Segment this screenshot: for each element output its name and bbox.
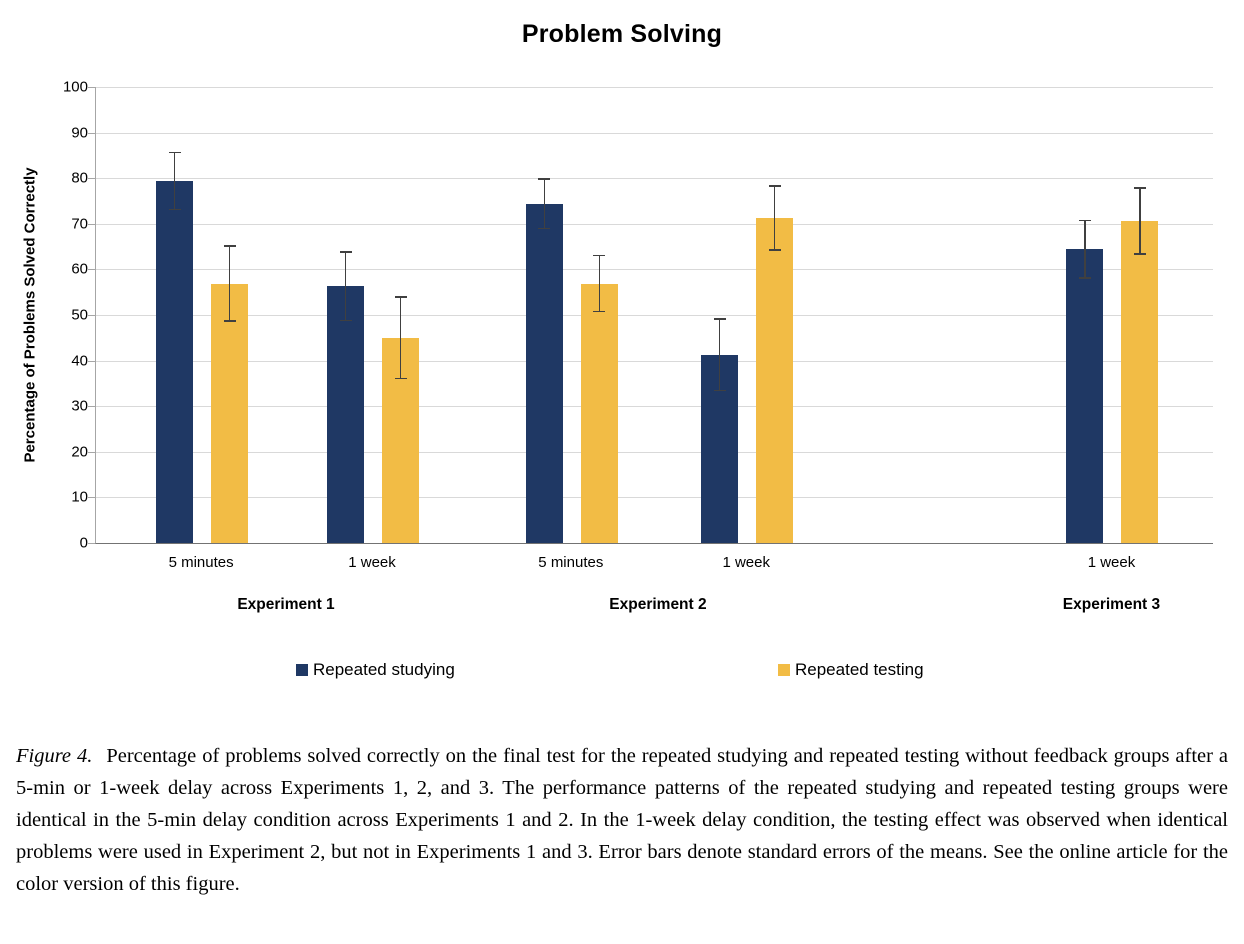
legend-swatch-repeated-testing [778, 664, 790, 676]
y-tick-mark [88, 452, 95, 453]
x-tick-label: 1 week [722, 554, 770, 571]
y-tick-mark [88, 497, 95, 498]
gridline [96, 497, 1213, 498]
error-bar [714, 318, 726, 391]
x-axis-ticks [95, 554, 1212, 574]
chart-title: Problem Solving [521, 20, 723, 48]
error-bar [340, 251, 352, 321]
y-tick-mark [88, 87, 95, 88]
y-tick-mark [88, 269, 95, 270]
x-tick-label: 1 week [1087, 554, 1136, 571]
y-tick-label: 60 [71, 260, 88, 278]
x-tick-label: 1 week [348, 554, 396, 571]
group-label: Experiment 2 [609, 596, 707, 613]
bar-repeated-studying [526, 204, 563, 543]
x-tick-label: 5 minutes [538, 554, 604, 571]
error-bar [169, 152, 181, 210]
error-bar [593, 255, 605, 312]
bar-repeated-testing [756, 218, 793, 543]
gridline [96, 178, 1213, 179]
figure-caption [16, 740, 1228, 900]
error-bar [395, 296, 407, 379]
gridline [96, 87, 1213, 88]
y-tick-mark [88, 361, 95, 362]
x-axis-group-labels [95, 596, 1212, 616]
bar-repeated-testing [1121, 221, 1158, 543]
y-tick-label: 10 [71, 488, 88, 506]
figure-caption-label: Figure 4. [16, 744, 93, 767]
legend-item-repeated-testing [778, 660, 924, 680]
gridline [96, 133, 1213, 134]
legend-swatch-repeated-studying [296, 664, 308, 676]
group-label: Experiment 1 [237, 596, 335, 613]
error-bar [1079, 220, 1091, 279]
chart-legend [0, 660, 1244, 684]
y-axis-label: Percentage of Problems Solved Correctly [21, 167, 39, 463]
y-tick-mark [88, 178, 95, 179]
error-bar [1134, 187, 1146, 254]
legend-label-repeated-studying: Repeated studying [313, 660, 455, 679]
y-axis-ticks [40, 78, 88, 552]
y-tick-label: 20 [71, 443, 88, 461]
y-tick-label: 30 [71, 397, 88, 415]
y-tick-mark [88, 224, 95, 225]
y-tick-label: 70 [71, 215, 88, 233]
y-tick-mark [88, 133, 95, 134]
x-tick-label: 5 minutes [168, 554, 234, 571]
legend-label-repeated-testing: Repeated testing [795, 660, 924, 679]
bar-repeated-studying [156, 181, 193, 543]
gridline [96, 406, 1213, 407]
y-tick-label: 50 [71, 306, 88, 324]
gridline [96, 269, 1213, 270]
y-tick-label: 0 [79, 534, 88, 552]
y-tick-label: 100 [62, 78, 88, 96]
gridline [96, 452, 1213, 453]
gridline [96, 315, 1213, 316]
error-bar [538, 178, 550, 229]
y-tick-mark [88, 406, 95, 407]
bar-repeated-studying [1066, 249, 1103, 543]
error-bar [224, 245, 236, 322]
plot-area [95, 87, 1213, 544]
y-tick-label: 40 [71, 352, 88, 370]
bar-repeated-studying [327, 286, 364, 543]
group-label: Experiment 3 [1062, 596, 1161, 613]
y-tick-mark [88, 315, 95, 316]
y-tick-mark [88, 543, 95, 544]
error-bar [769, 185, 781, 251]
bar-repeated-testing [581, 284, 618, 543]
y-tick-label: 80 [71, 169, 88, 187]
figure-caption-text: Percentage of problems solved correctly on the final test for the repeated studying and repeated testing without feedback groups after a 5-min or 1-week delay across Experiments 1, 2, and 3. The performance patterns of the repeated studying and repeated testing groups were identical in the 5-min delay condition across Experiments 1 and 2. In the 1-week delay condition, the testing effect was observed when identical problems were used in Experiment 2, but not in Experiments 1 and 3. Error bars denote standard errors of the means. See the online article for the color version of this figure. [16, 744, 1228, 895]
gridline [96, 361, 1213, 362]
legend-item-repeated-studying [296, 660, 455, 680]
gridline [96, 224, 1213, 225]
bar-repeated-testing [211, 284, 248, 543]
y-tick-label: 90 [71, 124, 88, 142]
